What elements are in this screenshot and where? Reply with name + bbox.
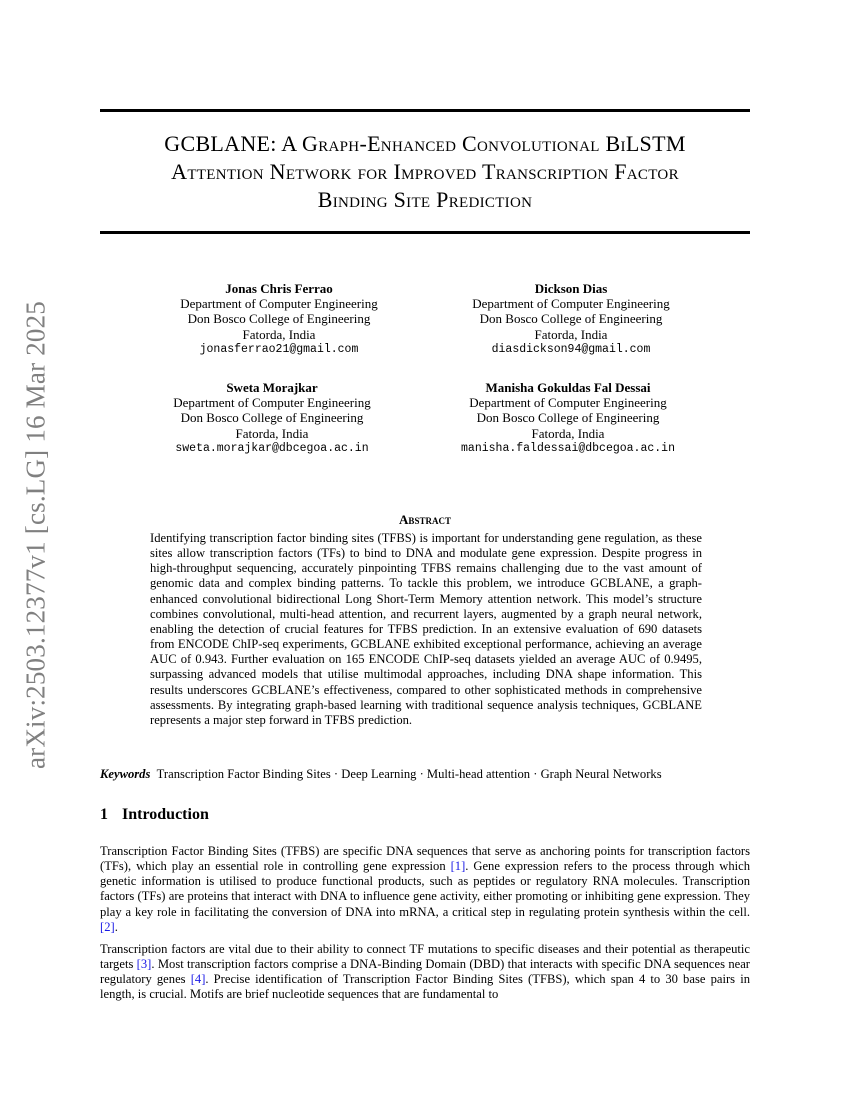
author-block (139, 281, 419, 357)
author-email[interactable]: jonasferrao21@gmail.com (199, 342, 359, 356)
author-location: Fatorda, India (242, 326, 316, 342)
citation-link[interactable]: [3] (136, 957, 152, 972)
author-department: Department of Computer Engineering (469, 395, 667, 411)
title-bottom-rule (100, 231, 750, 234)
author-name: Jonas Chris Ferrao (225, 281, 333, 296)
author-block (132, 380, 412, 456)
author-email[interactable]: sweta.morajkar@dbcegoa.ac.in (175, 441, 369, 455)
abstract-heading: Abstract (399, 512, 451, 527)
author-name: Sweta Morajkar (226, 380, 318, 395)
section-title: Introduction (122, 806, 209, 823)
author-department: Department of Computer Engineering (472, 296, 670, 312)
author-college: Don Bosco College of Engineering (476, 410, 660, 426)
author-block (431, 281, 711, 357)
intro-paragraph (100, 942, 750, 1003)
paragraph-text: . Gene expression refers to the process through which genetic information is utilised to produce functional products, such as peptides or regulatory RNA molecules. Transcription factors (TFs) are proteins that interact with DNA to influence gene activity, either promoting or inhibiting gene expression. They play a key role in facilitating the conversion of DNA into mRNA, a critical step in regulating protein synthesis within the cell. (100, 859, 750, 919)
author-location: Fatorda, India (534, 326, 608, 342)
title-line: GCBLANE: A Graph-Enhanced Convolutional BiLSTM (164, 131, 686, 156)
paragraph-text: . Most transcription factors comprise a DNA-Binding Domain (DBD) that interacts with specific DNA sequences near regulatory genes (100, 957, 750, 987)
author-department: Department of Computer Engineering (173, 395, 371, 411)
title-top-rule (100, 109, 750, 112)
paragraph-text: . Precise identification of Transcription Factor Binding Sites (TFBS), which span 4 to 30 base pairs in length, is crucial. Motifs are brief nucleotide sequences that are fundamental to (100, 972, 750, 1002)
arxiv-identifier-sidebar (16, 290, 56, 780)
author-name: Dickson Dias (534, 281, 608, 296)
title-line: Binding Site Prediction (317, 187, 533, 212)
author-college: Don Bosco College of Engineering (187, 311, 371, 327)
citation-link[interactable]: [2] (100, 919, 115, 934)
paper-title (100, 130, 750, 214)
section-heading (100, 806, 209, 824)
paragraph-text: Transcription Factor Binding Sites (TFBS) are specific DNA sequences that serve as anchoring points for transcription factors (TFs), which play an essential role in controlling gene expression (100, 844, 750, 874)
author-email[interactable]: diasdickson94@gmail.com (491, 342, 651, 356)
section-number: 1 (100, 806, 108, 823)
keywords-text: Transcription Factor Binding Sites · Deep Learning · Multi-head attention · Graph Neural Networks (156, 767, 662, 781)
paragraph-text: . (114, 919, 118, 934)
citation-link[interactable]: [4] (190, 972, 206, 987)
title-line: Attention Network for Improved Transcription Factor (171, 159, 679, 184)
keywords-line (100, 767, 750, 782)
intro-paragraph (100, 844, 750, 935)
author-location: Fatorda, India (235, 425, 309, 441)
author-college: Don Bosco College of Engineering (180, 410, 364, 426)
keywords-label: Keywords (100, 767, 151, 781)
arxiv-identifier: arXiv:2503.12377v1 [cs.LG] 16 Mar 2025 (20, 300, 51, 770)
author-name: Manisha Gokuldas Fal Dessai (485, 380, 651, 395)
abstract-text: Identifying transcription factor binding sites (TFBS) is important for understanding gene regulation, as these sites allow transcription factors (TFs) to bind to DNA and modulate gene expression. Despite progress in high-throughput sequencing, accurately pinpointing TFBS remains challenging due to the vast amount of genomic data and complex binding patterns. To tackle this problem, we introduce GCBLANE, a graph-enhanced convolutional bidirectional Long Short-Term Memory attention network. This model’s structure combines convolutional, multi-head attention, and recurrent layers, augmented by a graph neural network, enabling the detection of crucial features for TFBS prediction. In an extensive evaluation of 690 datasets from ENCODE ChIP-seq experiments, GCBLANE exhibited exceptional performance, achieving an average AUC of 0.943. Further evaluation on 165 ENCODE ChIP-seq datasets yielded an average AUC of 0.9495, surpassing advanced models that utilise multimodal approaches, including DNA shape information. This results underscores GCBLANE’s effectiveness, compared to other sophisticated methods in comprehensive assessments. By integrating graph-based learning with traditional sequence analysis techniques, GCBLANE represents a major step forward in TFBS prediction. (150, 531, 702, 727)
author-department: Department of Computer Engineering (180, 296, 378, 312)
author-location: Fatorda, India (531, 425, 605, 441)
paragraph-text: Transcription factors are vital due to their ability to connect TF mutations to specific diseases and their potential as therapeutic targets (100, 942, 750, 972)
author-email[interactable]: manisha.faldessai@dbcegoa.ac.in (461, 441, 675, 455)
author-block (428, 380, 708, 456)
author-college: Don Bosco College of Engineering (479, 311, 663, 327)
citation-link[interactable]: [1] (450, 859, 466, 874)
